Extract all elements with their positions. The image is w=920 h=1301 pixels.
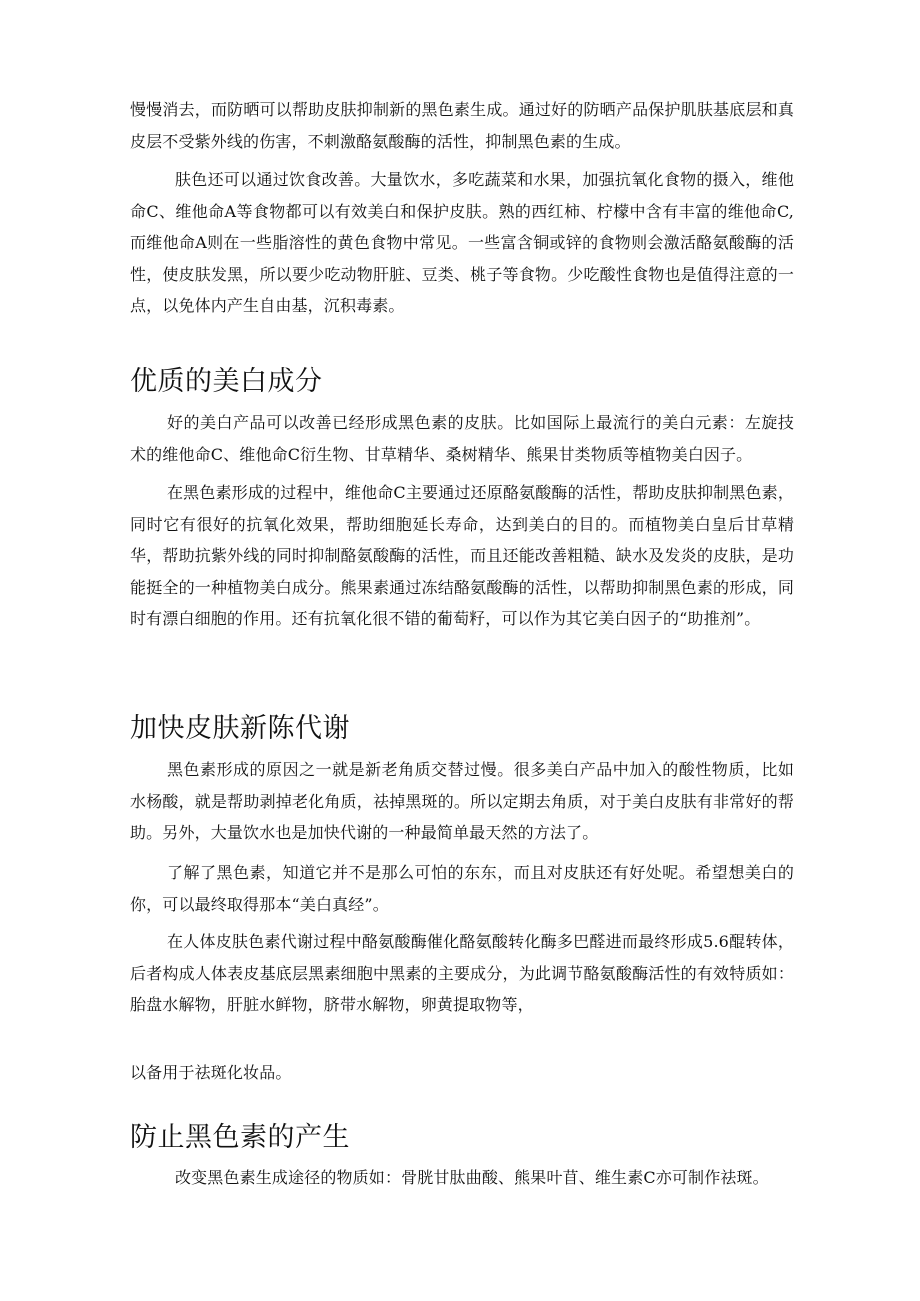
- section2-paragraph-1: 黑色素形成的原因之一就是新老角质交替过慢。很多美白产品中加入的酸性物质，比如水杨酸，就是帮助剥掉老化角质，祛掉黑斑的。所以定期去角质，对于美白皮肤有非常好的帮助。另外，大量饮水也是加快代谢的一种最简单最天然的方法了。: [130, 760, 794, 842]
- section2-paragraph-2: 了解了黑色素，知道它并不是那么可怕的东东，而且对皮肤还有好处呢。希望想美白的你，可以最终取得那本“美白真经”。: [130, 863, 794, 914]
- section3-paragraph-1: 改变黑色素生成途径的物质如：骨胱甘肽曲酸、熊果叶苜、维生素C亦可制作祛斑。: [175, 1168, 769, 1187]
- section2-paragraph-4: 以备用于祛斑化妆品。: [130, 1063, 292, 1082]
- section1-paragraph-2: 在黑色素形成的过程中，维他命C主要通过还原酪氨酸酶的活性，帮助皮肤抑制黑色素，同时它有很好的抗氧化效果，帮助细胞延长寿命，达到美白的目的。而植物美白皇后甘草精华，帮助抗紫外线的同时抑制酪氨酸酶的活性，而且还能改善粗糙、缺水及发炎的皮肤，是功能挺全的一种植物美白成分。熊果素通过冻结酪氨酸酶的活性，以帮助抑制黑色素的形成，同时有漂白细胞的作用。还有抗氧化很不错的葡萄籽，可以作为其它美白因子的“助推剂”。: [130, 483, 794, 628]
- section-heading-prevent-melanin: 防止黑色素的产生: [130, 1122, 350, 1153]
- intro-paragraph-2: 肤色还可以通过饮食改善。大量饮水，多吃蔬菜和水果，加强抗氧化食物的摄入，维他命C、维他命A等食物都可以有效美白和保护皮肤。熟的西红柿、柠檬中含有丰富的维他命C,而维他命A则在一些脂溶性的黄色食物中常见。一些富含铜或锌的食物则会激活酪氨酸酶的活性，使皮肤发黑，所以要少吃动物肝脏、豆类、桃子等食物。少吃酸性食物也是值得注意的一点，以免体内产生自由基，沉积毒素。: [130, 170, 794, 315]
- intro-paragraph-1: 慢慢消去，而防晒可以帮助皮肤抑制新的黑色素生成。通过好的防晒产品保护肌肤基底层和真皮层不受紫外线的伤害，不刺激酪氨酸酶的活性，抑制黑色素的生成。: [130, 100, 794, 151]
- section2-paragraph-3: 在人体皮肤色素代谢过程中酪氨酸酶催化酪氨酸转化酶多巴醛进而最终形成5.6醌转体，后者构成人体表皮基底层黑素细胞中黑素的主要成分，为此调节酪氨酸酶活性的有效特质如：胎盘水解物，肝脏水鲜物，脐带水解物，卵黄提取物等，: [130, 932, 794, 1014]
- section-heading-metabolism: 加快皮肤新陈代谢: [130, 713, 350, 744]
- section1-paragraph-1: 好的美白产品可以改善已经形成黑色素的皮肤。比如国际上最流行的美白元素：左旋技术的维他命C、维他命C衍生物、甘草精华、桑树精华、熊果甘类物质等植物美白因子。: [130, 413, 794, 464]
- section-heading-whitening-ingredients: 优质的美白成分: [130, 366, 323, 397]
